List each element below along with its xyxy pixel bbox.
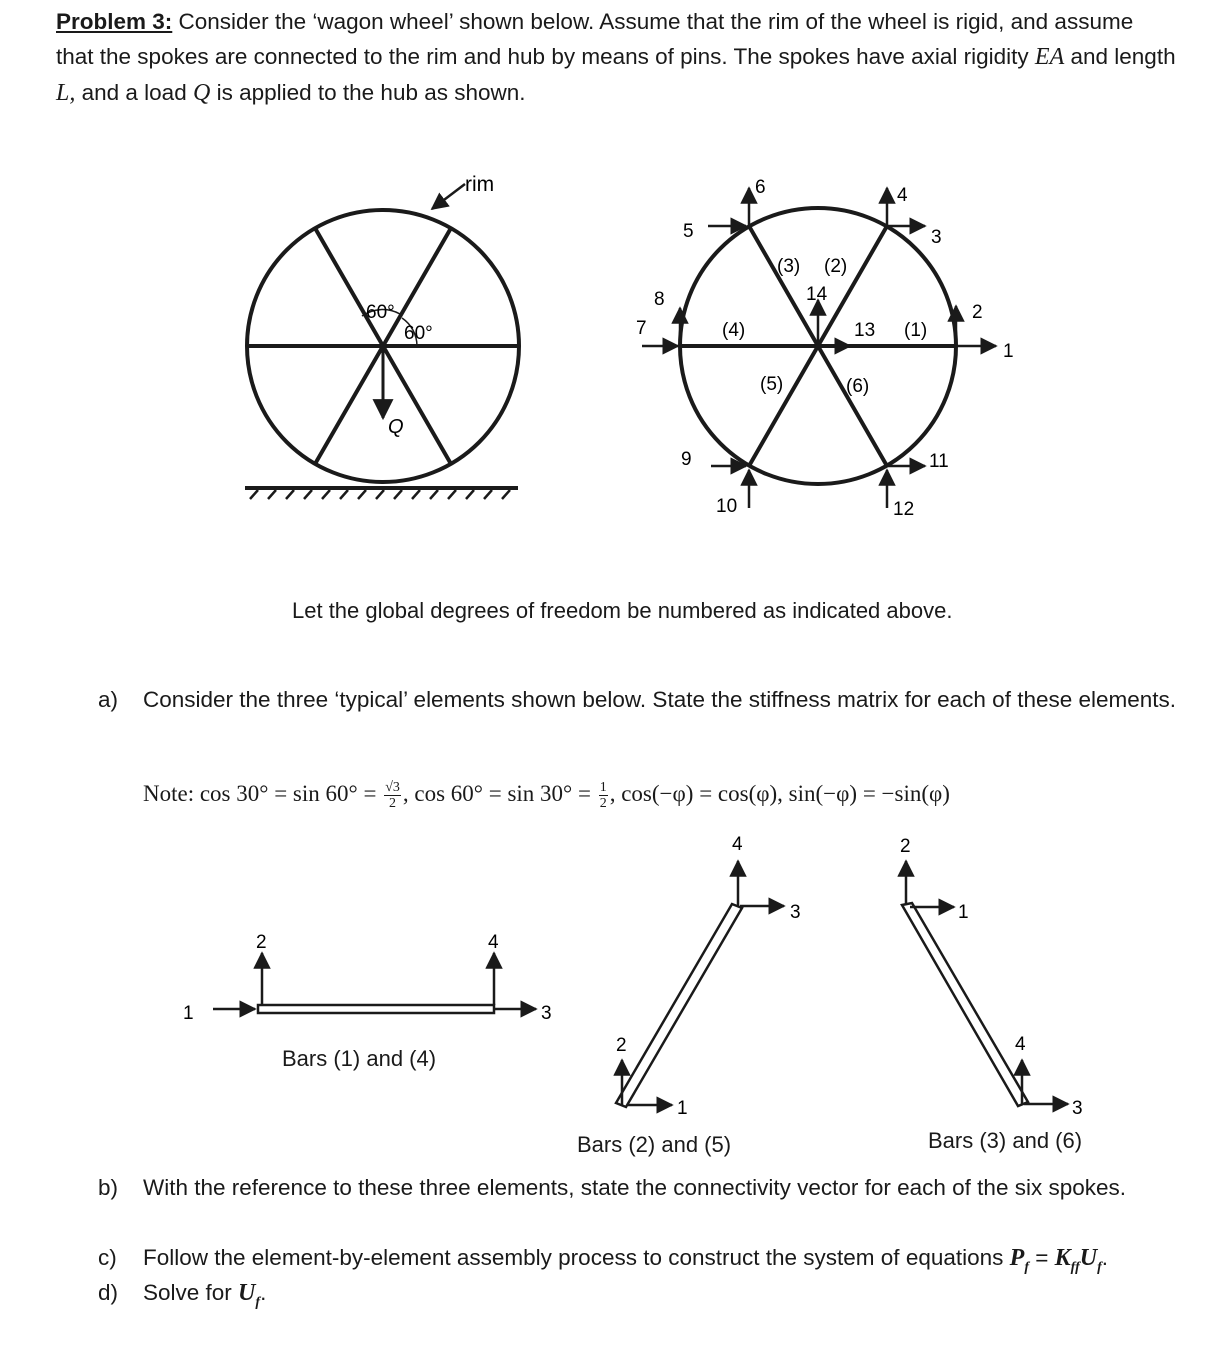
bar36-dof-1: 1 <box>958 902 969 923</box>
dof-label-6: 6 <box>755 177 766 198</box>
eq-equals: = <box>1029 1245 1055 1270</box>
intro-text-3: and a load <box>75 80 193 105</box>
dof-label-10: 10 <box>716 496 738 517</box>
solve-u-sub: f <box>255 1294 261 1310</box>
intro-text-2: and length <box>1064 44 1176 69</box>
dof-label-4: 4 <box>897 185 908 206</box>
equation-k <box>1054 1245 1080 1275</box>
eq-k-sub: ff <box>1070 1259 1080 1275</box>
element-bar25 <box>616 861 784 1107</box>
dof-label-12: 12 <box>893 499 915 520</box>
eq-p-symbol: P <box>1009 1245 1025 1271</box>
fraction-1-denominator: 2 <box>389 796 397 812</box>
dof-note: Let the global degrees of freedom be numbered as indicated above. <box>292 598 953 623</box>
eq-k-symbol: K <box>1054 1245 1071 1271</box>
part-d-text <box>143 1275 1203 1320</box>
bar14-dof-4: 4 <box>488 932 499 953</box>
note-mid: , cos 60° = sin 30° = <box>402 781 597 806</box>
dof-label-8: 8 <box>654 289 665 310</box>
bar25-caption: Bars (2) and (5) <box>577 1132 732 1157</box>
intro-text-4: is applied to the hub as shown. <box>210 80 526 105</box>
dof-label-7: 7 <box>636 318 647 339</box>
eq-u-symbol: U <box>1079 1245 1098 1271</box>
part-c-end: . <box>1101 1245 1109 1270</box>
bar36-dof-3: 3 <box>1072 1098 1083 1119</box>
bar25-dof-4: 4 <box>732 834 743 855</box>
dof-label-11: 11 <box>929 451 949 472</box>
dof-label-2: 2 <box>972 302 983 323</box>
bar-label-6: (6) <box>846 376 870 397</box>
dof-label-5: 5 <box>683 221 694 242</box>
wagon-wheel-figure <box>245 184 519 499</box>
bar-label-2: (2) <box>824 256 848 277</box>
equation-p <box>1009 1245 1029 1275</box>
dof-label-9: 9 <box>681 449 692 470</box>
part-c-body: Follow the element-by-element assembly process to construct the system of equations <box>143 1245 1010 1270</box>
fraction-1-over-2 <box>599 780 608 811</box>
element-bar14 <box>213 953 536 1013</box>
dof-label-14: 14 <box>806 284 828 305</box>
bar-label-5: (5) <box>760 374 784 395</box>
load-symbol: Q <box>192 80 211 106</box>
bar25-body <box>616 904 742 1107</box>
bar36-dof-2: 2 <box>900 836 911 857</box>
bar-label-1: (1) <box>904 320 928 341</box>
eq-u-sub: f <box>1097 1259 1102 1275</box>
bar14-dof-3: 3 <box>541 1003 552 1024</box>
fraction-1-numerator: √3 <box>385 780 400 796</box>
note-prefix: Note: cos 30° = sin 60° = <box>143 781 383 806</box>
bar-label-4: (4) <box>722 320 746 341</box>
part-d-body: Solve for <box>143 1280 239 1305</box>
intro-text-1: Consider the ‘wagon wheel’ shown below. Assume that the rim of the wheel is rigid, and assume that the spokes are connected to the rim and hub by means of pins. The spokes have axial rigidity <box>56 9 1134 69</box>
bar25-dof-1: 1 <box>677 1098 688 1119</box>
part-a-text: Consider the three ‘typical’ elements shown below. State the stiffness matrix for each of these elements. <box>143 687 1177 712</box>
bar25-dof-3: 3 <box>790 902 801 923</box>
trig-note <box>143 774 950 814</box>
equation-u <box>1079 1245 1102 1275</box>
dof-label-3: 3 <box>931 227 942 248</box>
ea-symbol: EA <box>1034 44 1065 70</box>
bar36-dof-4: 4 <box>1015 1034 1026 1055</box>
eq-p-sub: f <box>1024 1259 1029 1275</box>
angle-label-2: 60° <box>404 323 433 344</box>
problem-label: Problem 3: <box>56 9 173 34</box>
load-label: Q <box>388 416 404 438</box>
element-bar36 <box>902 861 1068 1106</box>
ground-hatching <box>250 490 510 499</box>
dof-label-1: 1 <box>1003 341 1014 362</box>
fraction-2-numerator: 1 <box>599 780 607 796</box>
solve-u <box>238 1280 261 1310</box>
bar36-caption: Bars (3) and (6) <box>928 1128 1083 1153</box>
bar36-body <box>902 903 1028 1106</box>
rim-pointer-arrow <box>432 184 465 209</box>
rim-label: rim <box>465 173 495 196</box>
length-symbol: L, <box>56 80 76 106</box>
part-d-label: d) <box>98 1280 119 1305</box>
bar14-dof-1: 1 <box>183 1003 194 1024</box>
note-suffix: , cos(−φ) = cos(φ), sin(−φ) = −sin(φ) <box>609 781 950 806</box>
fraction-2-denominator: 2 <box>599 796 607 812</box>
bar14-dof-2: 2 <box>256 932 267 953</box>
fraction-sqrt3-over-2 <box>384 780 401 811</box>
solve-u-symbol: U <box>238 1280 256 1306</box>
bar14-body <box>258 1005 494 1013</box>
part-b-text: With the reference to these three elements, state the connectivity vector for each of the six spokes. <box>143 1175 1127 1200</box>
bar14-caption: Bars (1) and (4) <box>282 1046 437 1071</box>
part-c-label: c) <box>98 1245 117 1270</box>
dof-label-13: 13 <box>854 320 876 341</box>
bar-label-3: (3) <box>777 256 801 277</box>
part-b-label: b) <box>98 1175 119 1200</box>
part-a-label: a) <box>98 687 119 712</box>
part-d-end: . <box>260 1280 267 1305</box>
angle-label-1: 60° <box>366 302 395 323</box>
bar25-dof-2: 2 <box>616 1035 627 1056</box>
